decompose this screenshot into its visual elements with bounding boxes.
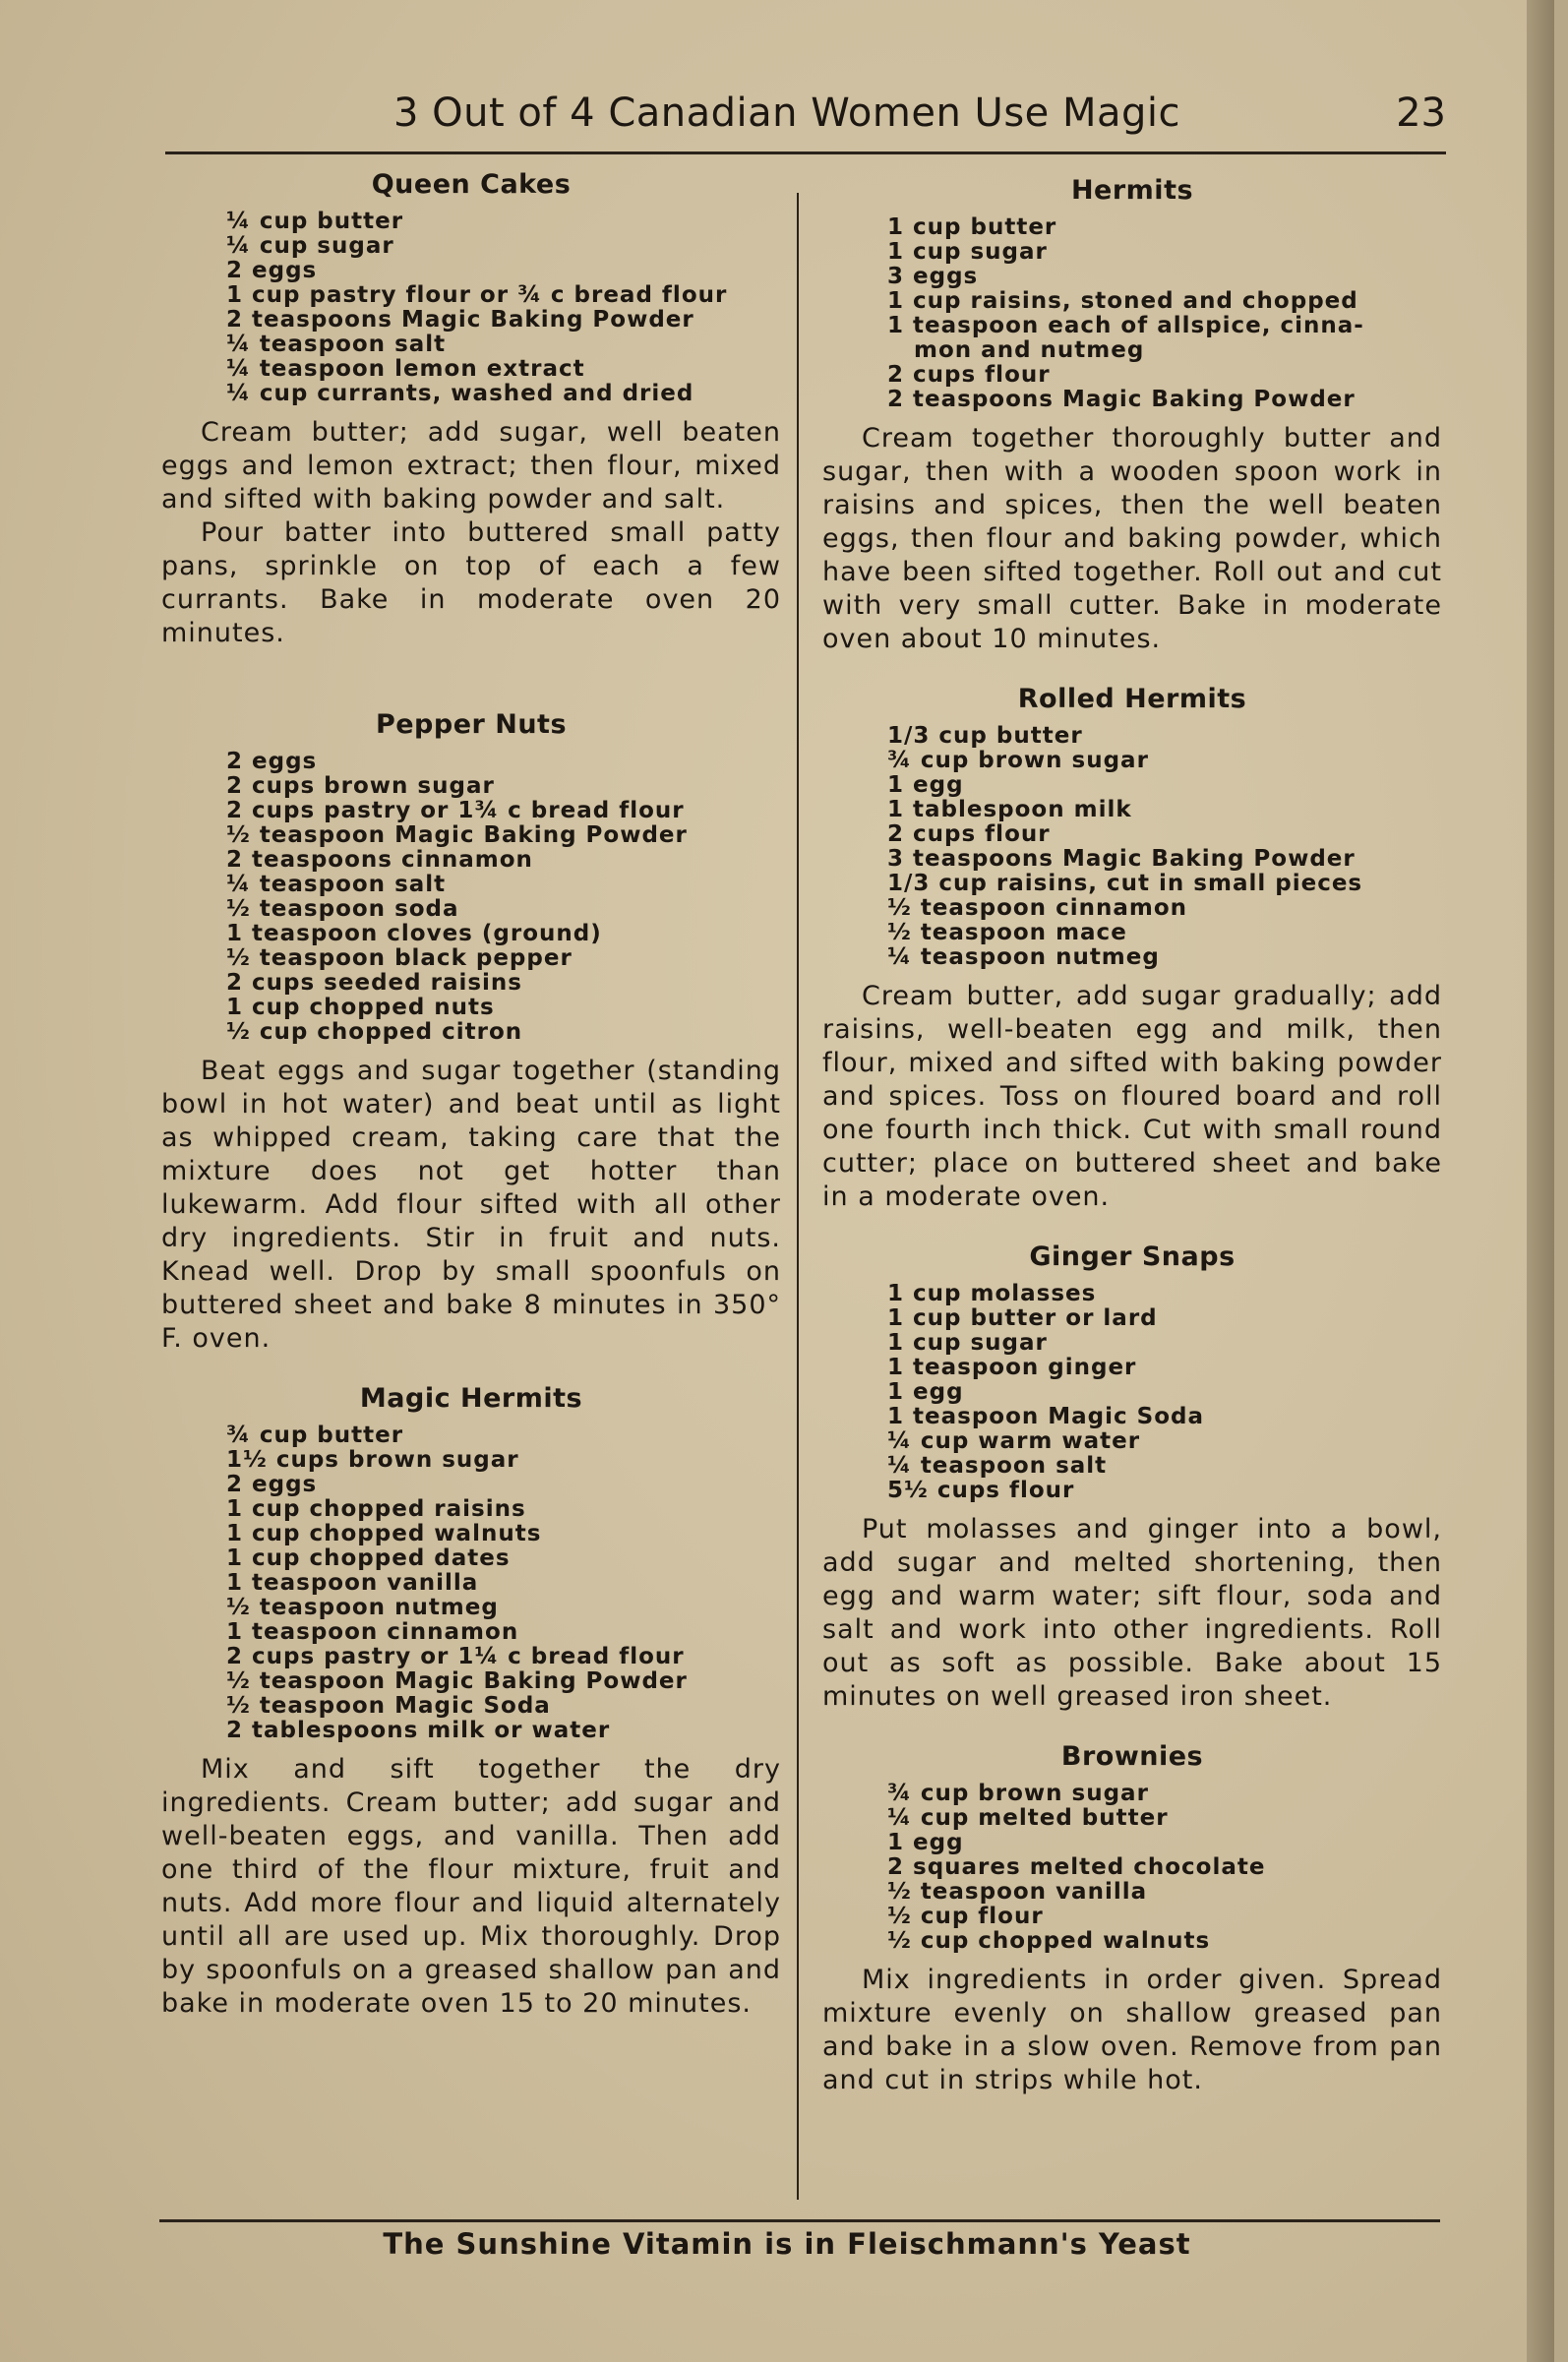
ingredient: ½ teaspoon Magic Baking Powder — [226, 1668, 688, 1694]
ingredient-list — [822, 1782, 1442, 1954]
ingredient: ½ cup flour — [887, 1904, 1044, 1929]
ingredient: 2 cups brown sugar — [226, 773, 495, 799]
ingredient: ½ teaspoon vanilla — [887, 1879, 1148, 1905]
ingredient: 2 cups pastry or 1¼ c bread flour — [226, 1644, 685, 1669]
recipe-ginger-snaps — [822, 1242, 1442, 1714]
ingredient: 3 teaspoons Magic Baking Powder — [887, 846, 1356, 872]
ingredient: 2 cups pastry or 1¾ c bread flour — [226, 798, 685, 823]
ingredient: ½ teaspoon nutmeg — [226, 1595, 499, 1620]
method-paragraph: Mix ingredients in order given. Spread mixture evenly on shallow greased pan and bake in a slow oven. Remove from pan and cut in strips while hot. — [822, 1965, 1442, 2095]
ingredient: 1/3 cup raisins, cut in small pieces — [887, 871, 1363, 896]
spacer — [161, 650, 781, 709]
ingredient: 1 egg — [887, 1379, 964, 1405]
right-column — [822, 175, 1442, 2097]
ingredient: 1 cup chopped raisins — [226, 1496, 526, 1522]
method-paragraph: Pour batter into buttered small patty pans, sprinkle on top of each a few currants. Bake in moderate oven 20 minutes. — [161, 517, 781, 648]
recipe-title: Brownies — [1060, 1741, 1204, 1772]
ingredient: 1 cup chopped nuts — [226, 995, 495, 1020]
ingredient: ¼ teaspoon nutmeg — [887, 944, 1160, 970]
recipe-title: Magic Hermits — [359, 1383, 583, 1414]
spacer — [822, 656, 1442, 684]
ingredient: ½ teaspoon black pepper — [226, 945, 573, 971]
ingredient: 2 squares melted chocolate — [887, 1854, 1266, 1880]
ingredient: 1 cup sugar — [887, 239, 1048, 265]
recipe-title: Rolled Hermits — [1017, 684, 1247, 714]
page-footer: The Sunshine Vitamin is in Fleischmann's Yeast — [383, 2227, 1191, 2261]
ingredient: 2 tablespoons milk or water — [226, 1718, 611, 1743]
footer-rule — [159, 2219, 1440, 2222]
ingredient: 1 egg — [887, 772, 964, 798]
ingredient: ¼ cup butter — [226, 209, 404, 234]
recipe-rolled-hermits — [822, 684, 1442, 1214]
ingredient: 1 cup butter — [887, 214, 1057, 240]
ingredient: ¾ cup brown sugar — [887, 748, 1149, 773]
method-paragraph: Beat eggs and sugar together (standing bowl in hot water) and beat until as light as whipped cream, taking care that the mixture does not get hotter than lukewarm. Add flour sifted with all other dry ingredients. Stir in fruit and nuts. Knead well. Drop by small spoonfuls on buttered sheet and bake 8 minutes in 350° F. oven. — [161, 1056, 781, 1354]
left-column — [161, 169, 781, 2021]
recipe-pepper-nuts — [161, 709, 781, 1356]
ingredient: 1 teaspoon Magic Soda — [887, 1404, 1205, 1429]
ingredient: 1½ cups brown sugar — [226, 1447, 519, 1473]
ingredient: 1/3 cup butter — [887, 723, 1083, 749]
header-rule — [165, 151, 1446, 154]
ingredient: 2 cups seeded raisins — [226, 970, 522, 996]
page-edge — [1527, 0, 1554, 2362]
ingredient: 1 cup molasses — [887, 1281, 1097, 1306]
ingredient: 1 cup butter or lard — [887, 1305, 1158, 1331]
ingredient: ½ teaspoon Magic Baking Powder — [226, 822, 688, 848]
ingredient: 1 cup chopped walnuts — [226, 1521, 542, 1546]
ingredient: ¾ cup butter — [226, 1423, 404, 1448]
ingredient-list — [822, 215, 1442, 412]
ingredient: 2 teaspoons Magic Baking Powder — [226, 307, 694, 333]
method-paragraph: Mix and sift together the dry ingredients. Cream butter; add sugar and well-beaten eggs, and vanilla. Then add one third of the flour mixture, fruit and nuts. Add more flour and liquid alternately until all are used up. Mix thoroughly. Drop by spoonfuls on a greased shallow pan and bake in moderate oven 15 to 20 minutes. — [161, 1754, 781, 2019]
recipe-brownies — [822, 1741, 1442, 2097]
ingredient: 2 eggs — [226, 1472, 318, 1497]
ingredient-list — [161, 750, 781, 1045]
ingredient: ¼ teaspoon salt — [226, 872, 447, 897]
ingredient: 2 cups flour — [887, 821, 1051, 847]
ingredient-list — [161, 210, 781, 406]
ingredient: ½ teaspoon mace — [887, 920, 1127, 945]
spacer — [822, 1214, 1442, 1242]
ingredient: ½ teaspoon Magic Soda — [226, 1693, 551, 1719]
ingredient: ½ teaspoon soda — [226, 896, 459, 922]
ingredient-list — [822, 724, 1442, 970]
ingredient: ¼ cup sugar — [226, 233, 394, 259]
ingredient: 1 cup sugar — [887, 1330, 1048, 1356]
recipe-hermits — [822, 175, 1442, 656]
recipe-title: Hermits — [1070, 175, 1194, 206]
ingredient: 1 cup chopped dates — [226, 1545, 511, 1571]
method-paragraph: Cream together thoroughly butter and sugar, then with a wooden spoon work in raisins and spices, then the well beaten eggs, then flour and baking powder, which have been sifted together. Roll out and cut with very small cutter. Bake in moderate oven about 10 minutes. — [822, 423, 1442, 654]
ingredient: mon and nutmeg — [887, 337, 1145, 363]
ingredient: 1 teaspoon cinnamon — [226, 1619, 519, 1645]
ingredient: ¼ cup warm water — [887, 1428, 1141, 1454]
ingredient: 1 teaspoon each of allspice, cinna- — [887, 313, 1364, 338]
ingredient: ½ cup chopped citron — [226, 1019, 523, 1045]
ingredient: ½ cup chopped walnuts — [887, 1928, 1211, 1954]
ingredient: ¼ cup currants, washed and dried — [226, 381, 694, 406]
ingredient: 3 eggs — [887, 264, 979, 289]
recipe-title: Queen Cakes — [371, 169, 572, 200]
ingredient: 1 teaspoon vanilla — [226, 1570, 479, 1596]
method-paragraph: Put molasses and ginger into a bowl, add sugar and melted shortening, then egg and warm water; sift flour, soda and salt and work into other ingredients. Roll out as soft as possible. Bake about 15 minutes on well greased iron sheet. — [822, 1514, 1442, 1712]
ingredient: ¼ teaspoon salt — [887, 1453, 1108, 1479]
method-paragraph: Cream butter; add sugar, well beaten eggs and lemon extract; then flour, mixed and sifted with baking powder and salt. — [161, 417, 781, 515]
method-paragraph: Cream butter, add sugar gradually; add raisins, well-beaten egg and milk, then flour, mixed and sifted with baking powder and spices. Toss on floured board and roll one fourth inch thick. Cut with small round cutter; place on buttered sheet and bake in a moderate oven. — [822, 981, 1442, 1212]
spacer — [822, 1714, 1442, 1741]
ingredient: 1 cup pastry flour or ¾ c bread flour — [226, 282, 728, 308]
ingredient: ¼ teaspoon lemon extract — [226, 356, 585, 382]
page-header-title: 3 Out of 4 Canadian Women Use Magic — [393, 91, 1180, 136]
ingredient: 5½ cups flour — [887, 1478, 1075, 1503]
ingredient: 1 cup raisins, stoned and chopped — [887, 288, 1358, 314]
column-divider — [797, 193, 799, 2200]
ingredient: 1 teaspoon cloves (ground) — [226, 921, 602, 946]
ingredient: 2 eggs — [226, 749, 318, 774]
recipe-title: Ginger Snaps — [1029, 1242, 1236, 1272]
ingredient: 2 teaspoons cinnamon — [226, 847, 533, 873]
recipe-queen-cakes — [161, 169, 781, 650]
ingredient: ¼ cup melted butter — [887, 1805, 1169, 1831]
spacer — [161, 1356, 781, 1383]
ingredient: 2 teaspoons Magic Baking Powder — [887, 387, 1356, 412]
ingredient: 1 teaspoon ginger — [887, 1355, 1137, 1380]
ingredient: ¼ teaspoon salt — [226, 332, 447, 357]
ingredient: 2 cups flour — [887, 362, 1051, 388]
ingredient: 1 tablespoon milk — [887, 797, 1132, 822]
ingredient-list — [822, 1282, 1442, 1503]
ingredient: 2 eggs — [226, 258, 318, 283]
recipe-title: Pepper Nuts — [375, 709, 568, 740]
ingredient: 1 egg — [887, 1830, 964, 1855]
ingredient: ¾ cup brown sugar — [887, 1781, 1149, 1806]
ingredient-list — [161, 1423, 781, 1743]
page-number: 23 — [1396, 91, 1446, 136]
ingredient: ½ teaspoon cinnamon — [887, 895, 1187, 921]
recipe-magic-hermits — [161, 1383, 781, 2021]
